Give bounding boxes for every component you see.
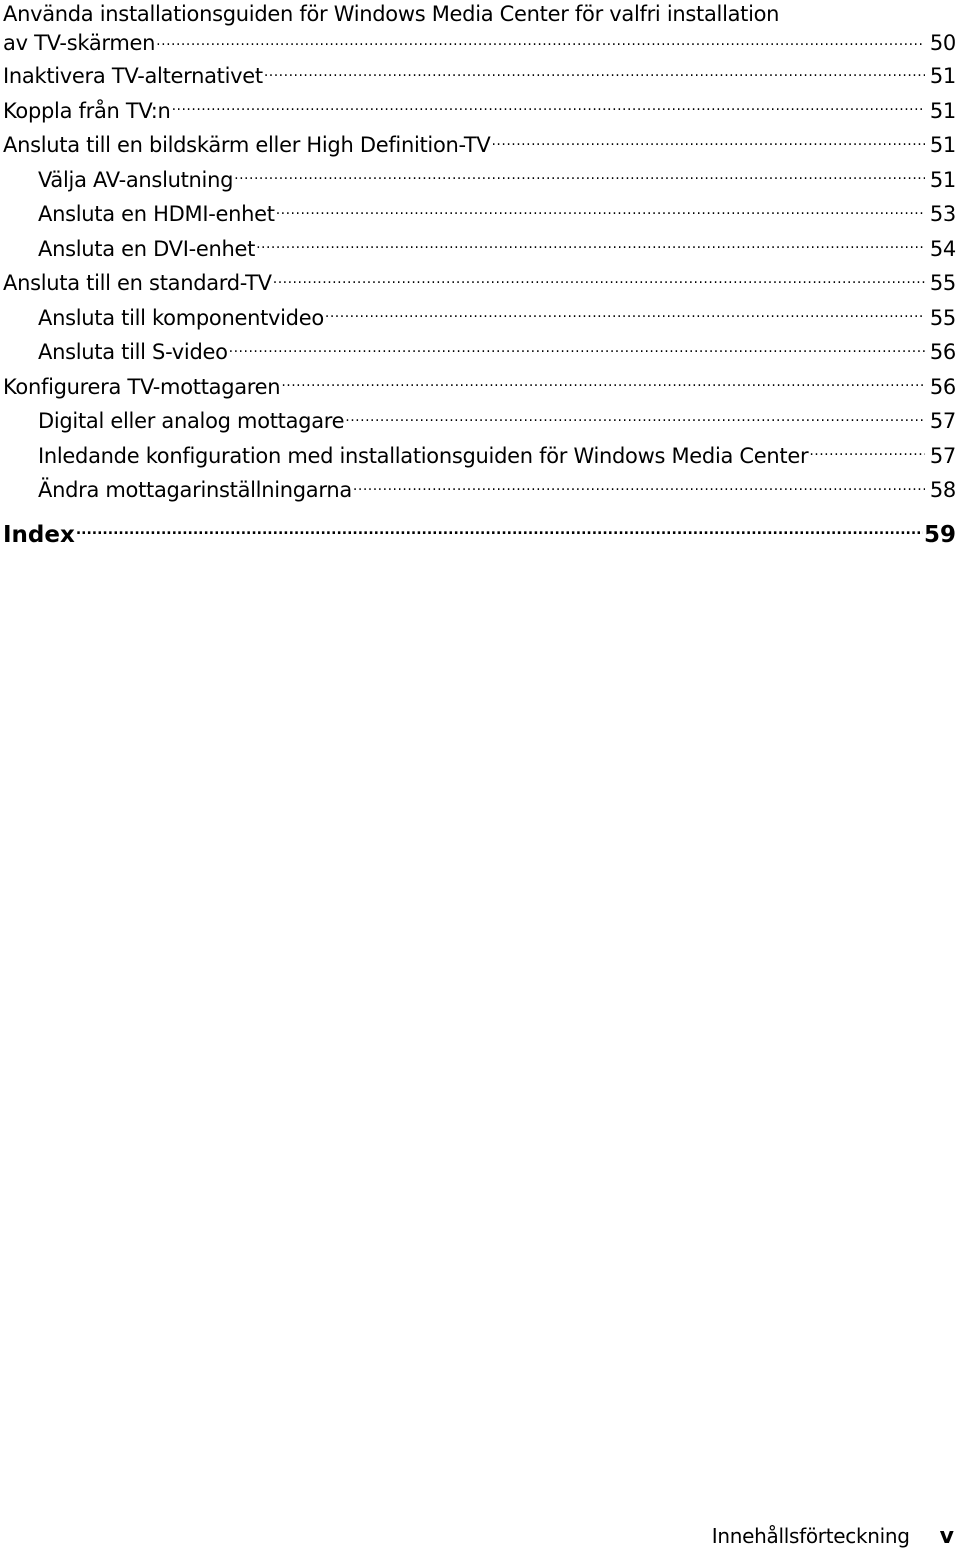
dot-leader — [276, 201, 925, 221]
toc-entry-title: Index — [3, 521, 75, 548]
toc-entry-index[interactable] — [0, 518, 960, 553]
toc-entry-page: 57 — [929, 443, 956, 468]
toc-entry[interactable] — [0, 128, 960, 163]
toc-entry[interactable] — [0, 94, 960, 129]
toc-entry-page: 58 — [929, 478, 956, 502]
toc-entry-page: 51 — [929, 133, 956, 157]
toc-entry-page: 51 — [929, 167, 956, 192]
dot-leader — [256, 236, 925, 256]
toc-entry-page: 51 — [929, 98, 956, 123]
toc-entry[interactable] — [0, 335, 960, 370]
toc-entry-page: 54 — [929, 236, 956, 261]
toc-entry[interactable] — [0, 404, 960, 439]
toc-entry[interactable] — [0, 266, 960, 301]
toc-entry-title: Ansluta till en standard-TV — [3, 271, 272, 295]
toc-entry-title: Koppla från TV:n — [3, 98, 171, 123]
toc-entry[interactable] — [0, 163, 960, 198]
dot-leader — [76, 522, 923, 542]
toc-entry-title: Konfigurera TV-mottagaren — [3, 374, 281, 399]
toc-entry-title: Inaktivera TV-alternativet — [3, 64, 263, 88]
toc-entry[interactable] — [0, 0, 960, 59]
dot-leader — [156, 30, 925, 50]
toc-entry[interactable] — [0, 301, 960, 336]
toc-entry[interactable] — [0, 197, 960, 232]
toc-entry-title: Ansluta till S-video — [38, 340, 228, 364]
toc-entry-title: Använda installationsguiden för Windows Media Center för valfri installation — [3, 2, 780, 26]
toc-entry[interactable] — [0, 59, 960, 94]
toc-entry[interactable] — [0, 232, 960, 267]
toc-entry[interactable] — [0, 370, 960, 405]
toc-entry-page: 57 — [929, 409, 956, 433]
toc-entry-title: av TV-skärmen — [3, 31, 156, 55]
toc-entry-page: 53 — [929, 202, 956, 226]
dot-leader — [264, 63, 925, 83]
toc-entry-page: 56 — [929, 374, 956, 399]
dot-leader — [325, 305, 925, 325]
dot-leader — [273, 270, 925, 290]
toc-entry-page: 51 — [929, 64, 956, 88]
toc-entry-title: Ansluta till komponentvideo — [38, 305, 324, 330]
toc-entry-title: Inledande konfiguration med installationsguiden för Windows Media Center — [38, 443, 809, 468]
toc-entry[interactable] — [0, 439, 960, 474]
footer-section-title: Innehållsförteckning — [711, 1524, 910, 1548]
dot-leader — [229, 339, 925, 359]
table-of-contents — [0, 0, 960, 552]
footer-page-number: v — [939, 1524, 954, 1549]
toc-entry-title: Välja AV-anslutning — [38, 167, 234, 192]
dot-leader — [809, 443, 925, 463]
toc-entry-page: 50 — [929, 31, 956, 55]
toc-entry-title: Ansluta en HDMI-enhet — [38, 202, 275, 226]
toc-entry-page: 59 — [923, 521, 956, 548]
toc-entry-page: 56 — [929, 340, 956, 364]
page-footer — [712, 1524, 954, 1549]
dot-leader — [281, 374, 925, 394]
dot-leader — [345, 408, 925, 428]
dot-leader — [172, 98, 925, 118]
dot-leader — [491, 132, 925, 152]
toc-entry[interactable] — [0, 473, 960, 508]
dot-leader — [234, 167, 925, 187]
toc-entry-title: Ändra mottagarinställningarna — [38, 478, 352, 502]
toc-entry-title: Digital eller analog mottagare — [38, 409, 345, 433]
toc-entry-page: 55 — [929, 271, 956, 295]
toc-entry-page: 55 — [929, 305, 956, 330]
toc-entry-title: Ansluta till en bildskärm eller High Definition-TV — [3, 133, 491, 157]
toc-entry-title: Ansluta en DVI-enhet — [38, 236, 256, 261]
dot-leader — [353, 477, 925, 497]
